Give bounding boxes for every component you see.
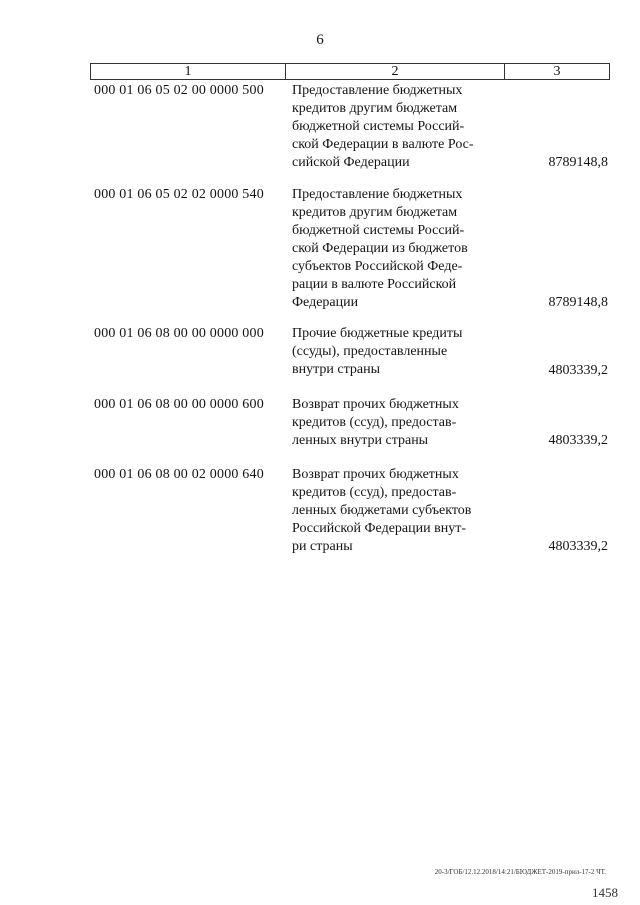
row-code: 000 01 06 08 00 00 0000 000: [94, 326, 264, 341]
row-amount: 4803339,2: [548, 539, 608, 554]
description-line: Возврат прочих бюджетных: [292, 467, 459, 482]
row-description: [292, 396, 499, 450]
column-header-3: 3: [553, 64, 561, 79]
column-header-2: 2: [286, 64, 505, 79]
description-line: Прочие бюджетные кредиты: [292, 326, 463, 341]
column-header-1: 1: [91, 64, 286, 79]
description-line: Возврат прочих бюджетных: [292, 397, 459, 412]
row-code: 000 01 06 05 02 00 0000 500: [94, 83, 264, 98]
description-line: ленных внутри страны: [292, 433, 429, 448]
description-line: кредитов другим бюджетам: [292, 101, 458, 116]
description-line: кредитов (ссуд), предостав-: [292, 415, 457, 430]
description-line: кредитов другим бюджетам: [292, 205, 458, 220]
row-amount: 8789148,8: [548, 155, 608, 170]
row-description: [292, 325, 499, 379]
description-line: Предоставление бюджетных: [292, 187, 463, 202]
sheet-number: 1458: [592, 885, 618, 900]
description-line: внутри страны: [292, 362, 380, 377]
row-amount: 8789148,8: [548, 295, 608, 310]
description-line: Федерации: [292, 295, 359, 310]
description-line: сийской Федерации: [292, 155, 410, 170]
row-description: [292, 82, 499, 172]
description-line: (ссуды), предоставленные: [292, 344, 448, 359]
row-code: 000 01 06 08 00 00 0000 600: [94, 397, 264, 412]
row-amount: 4803339,2: [548, 363, 608, 378]
description-line: ри страны: [292, 539, 353, 554]
description-line: ской Федерации в валюте Рос-: [292, 137, 474, 152]
page-number: 6: [316, 32, 324, 48]
description-line: рации в валюте Российской: [292, 277, 457, 292]
row-code: 000 01 06 05 02 02 0000 540: [94, 187, 264, 202]
description-line: субъектов Российской Феде-: [292, 259, 463, 274]
description-line: бюджетной системы Россий-: [292, 223, 465, 238]
description-line: Предоставление бюджетных: [292, 83, 463, 98]
row-amount: 4803339,2: [548, 433, 608, 448]
row-description: [292, 466, 499, 556]
row-description: [292, 186, 499, 312]
description-line: ленных бюджетами субъектов: [292, 503, 472, 518]
document-stamp: 20-3/ГОБ/12.12.2018/14:21/БЮДЖЕТ-2019-прил-17-2 ЧТ.: [434, 868, 606, 876]
row-code: 000 01 06 08 00 02 0000 640: [94, 467, 264, 482]
description-line: кредитов (ссуд), предостав-: [292, 485, 457, 500]
table-header: [90, 63, 610, 80]
description-line: бюджетной системы Россий-: [292, 119, 465, 134]
description-line: Российской Федерации внут-: [292, 521, 466, 536]
description-line: ской Федерации из бюджетов: [292, 241, 468, 256]
